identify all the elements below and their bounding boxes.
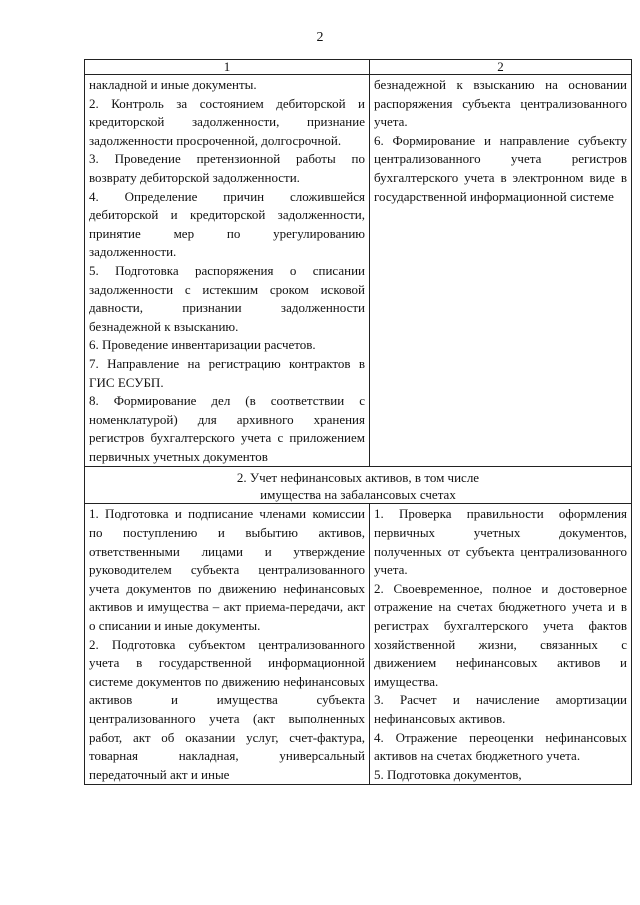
list-item: 5. Подготовка распоряжения о списании задолженности с истекшим сроком исковой давности, признании задолженности безнадежной к взысканию. <box>89 262 365 334</box>
responsibility-table <box>84 59 632 785</box>
left-cell <box>85 75 370 467</box>
list-item: 2. Своевременное, полное и достоверное отражение на счетах бюджетного учета и в регистрах бухгалтерского учета фактов хозяйственной жизни, связанных с движением нефинансовых активов и имущества. <box>374 580 627 689</box>
list-item: 6. Формирование и направление субъекту централизованного учета регистров бухгалтерского учета в электронном виде в государственной информационной системе <box>374 132 627 204</box>
list-item: накладной и иные документы. <box>89 77 257 92</box>
list-item: 3. Расчет и начисление амортизации нефинансовых активов. <box>374 692 627 726</box>
list-item: 8. Формирование дел (в соответствии с номенклатурой) для архивного хранения регистров бухгалтерского учета с приложением первичных учетных документов <box>89 393 365 464</box>
list-item: 1. Проверка правильности оформления первичных учетных документов, полученных от субъекта централизованного учета. <box>374 506 627 578</box>
list-item: 4. Отражение переоценки нефинансовых активов на счетах бюджетного учета. <box>374 729 627 764</box>
list-item: 7. Направление на регистрацию контрактов в ГИС ЕСУБП. <box>89 355 365 390</box>
section-title-line-2: имущества на забалансовых счетах <box>260 487 456 503</box>
list-item: 4. Определение причин сложившейся дебиторской и кредиторской задолженности, принятие мер по урегулированию задолженности. <box>89 188 365 260</box>
right-cell <box>370 75 632 467</box>
page-number: 2 <box>316 30 324 45</box>
section-title-line-1: 2. Учет нефинансовых активов, в том числе <box>236 470 480 486</box>
list-item: 2. Подготовка субъектом централизованного учета в государственной информационной системе документов по движению нефинансовых активов и имущества субъекта централизованного учета (акт выполненных работ, акт об оказании услуг, счет-фактура, товарная накладная, универсальный передаточный акт и иные <box>89 636 365 782</box>
list-item: 2. Контроль за состоянием дебиторской и кредиторской задолженности, признание задолженности просроченной, долгосрочной. <box>89 95 365 148</box>
list-item: 6. Проведение инвентаризации расчетов. <box>89 337 316 353</box>
section-header-row <box>85 467 632 504</box>
left-cell <box>85 504 370 785</box>
list-item: 3. Проведение претензионной работы по возврату дебиторской задолженности. <box>89 151 365 185</box>
column-header-1: 1 <box>85 60 370 75</box>
right-cell <box>370 504 632 785</box>
table-row <box>85 75 632 467</box>
list-item: 5. Подготовка документов, <box>374 766 522 782</box>
table-row <box>85 504 632 785</box>
column-header-2: 2 <box>370 60 632 75</box>
section-title <box>85 467 632 504</box>
column-header-row <box>85 60 632 75</box>
list-item: безнадежной к взысканию на основании распоряжения субъекта централизованного учета. <box>374 77 627 130</box>
list-item: 1. Подготовка и подписание членами комиссии по поступлению и выбытию активов, ответственными лицами и утверждение руководителем субъекта централизованного учета документов по движению нефинансовых активов и имущества – акт приема-передачи, акт о списании и иные документы. <box>89 506 365 634</box>
